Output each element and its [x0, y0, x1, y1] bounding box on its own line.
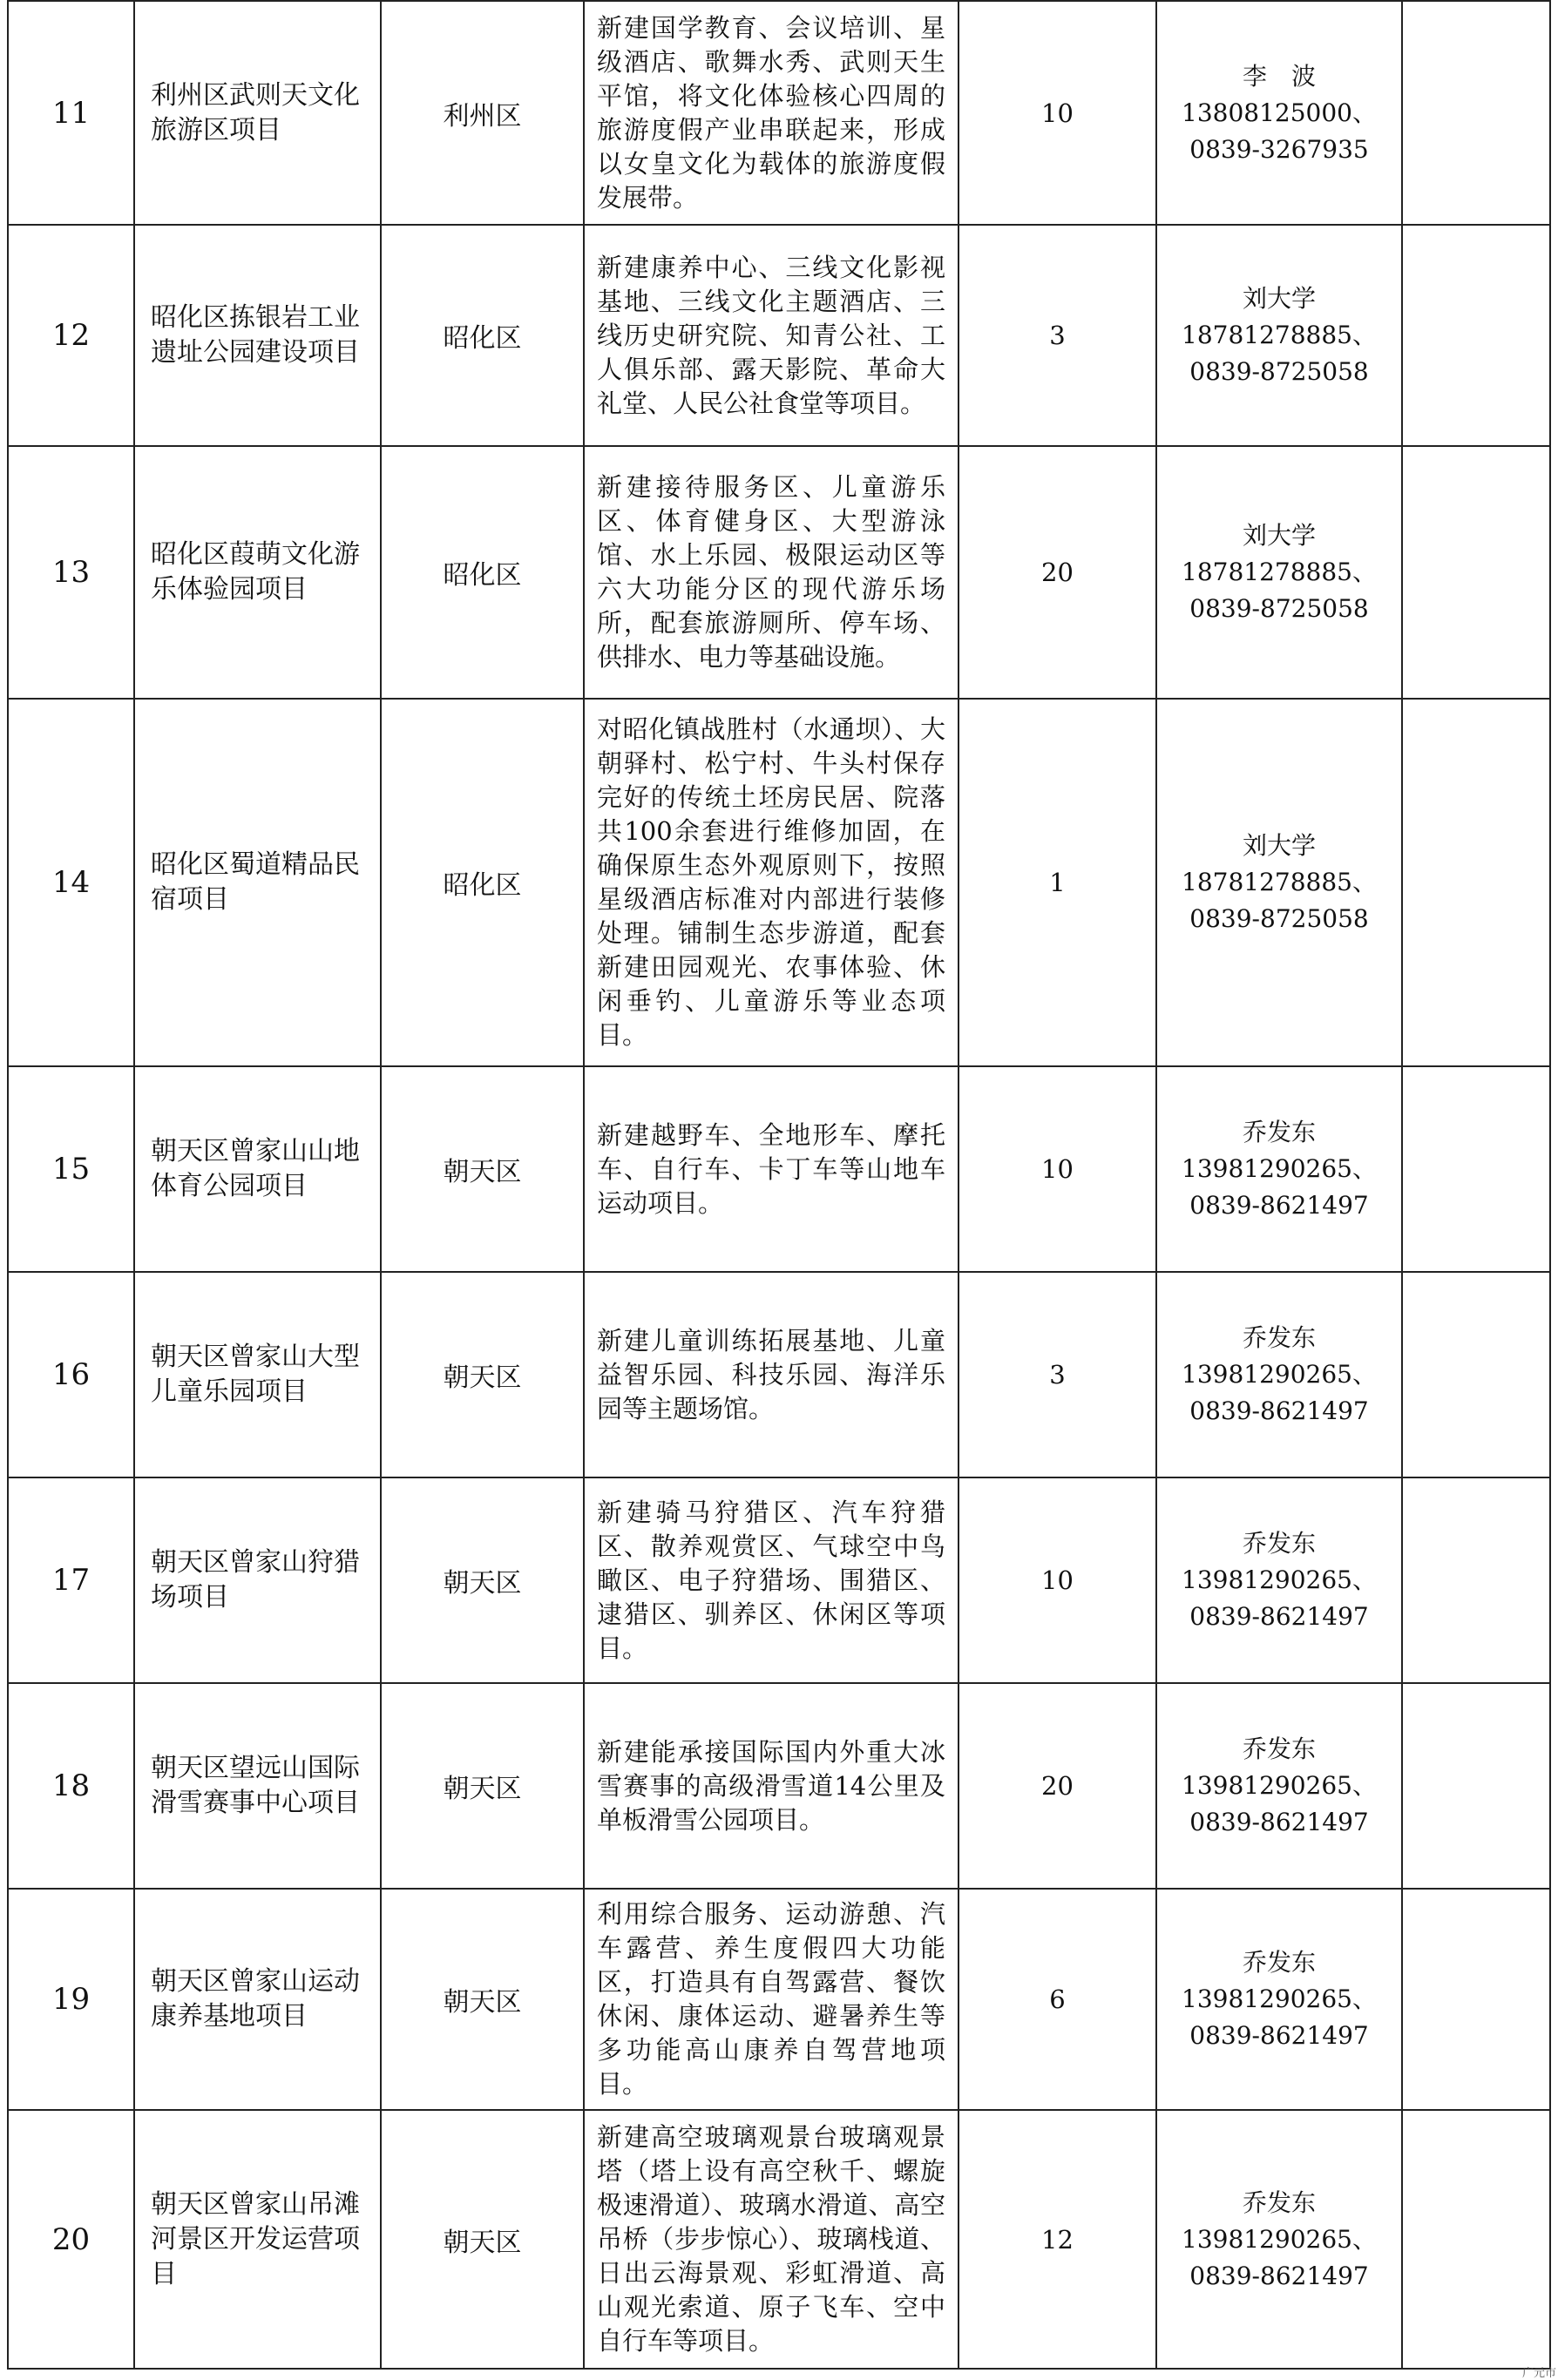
project-name-cell: 朝天区望远山国际滑雪赛事中心项目: [134, 1683, 381, 1889]
row-number-cell: 16: [8, 1272, 134, 1477]
district-cell: 朝天区: [381, 1272, 584, 1477]
project-content-cell: 新建高空玻璃观景台玻璃观景塔（塔上设有高空秋千、螺旋极速滑道）、玻璃水滑道、高空吊桥（步步惊心）、玻璃栈道、日出云海景观、彩虹滑道、高山观光索道、原子飞车、空中自行车等项目。: [584, 2110, 959, 2369]
table-row: [8, 1683, 1550, 1889]
project-name-cell: 昭化区拣银岩工业遗址公园建设项目: [134, 225, 381, 446]
contact-cell: [1156, 699, 1402, 1066]
project-name-cell: 朝天区曾家山吊滩河景区开发运营项目: [134, 2110, 381, 2369]
note-cell: [1402, 699, 1550, 1066]
investment-cell: 1: [959, 699, 1156, 1066]
investment-cell: 6: [959, 1889, 1156, 2110]
project-name-cell: 利州区武则天文化旅游区项目: [134, 1, 381, 225]
contact-phone: 0839-8621497: [1189, 2261, 1369, 2290]
contact-name: 乔发东: [1242, 1734, 1316, 1763]
contact-cell: [1156, 1683, 1402, 1889]
investment-cell: 20: [959, 446, 1156, 699]
contact-mobile: 13981290265、: [1182, 1154, 1377, 1183]
project-name-cell: 朝天区曾家山运动康养基地项目: [134, 1889, 381, 2110]
note-cell: [1402, 1066, 1550, 1272]
project-content-cell: 对昭化镇战胜村（水通坝）、大朝驿村、松宁村、牛头村保存完好的传统土坯房民居、院落共100余套进行维修加固，在确保原生态外观原则下，按照星级酒店标准对内部进行装修处理。铺制生态步游道，配套新建田园观光、农事体验、休闲垂钓、儿童游乐等业态项目。: [584, 699, 959, 1066]
project-table-body: [8, 1, 1550, 2369]
contact-phone: 0839-8621497: [1189, 2021, 1369, 2050]
project-content-cell: 利用综合服务、运动游憩、汽车露营、养生度假四大功能区，打造具有自驾露营、餐饮休闲、康体运动、避暑养生等多功能高山康养自驾营地项目。: [584, 1889, 959, 2110]
district-cell: 朝天区: [381, 1477, 584, 1683]
investment-cell: 12: [959, 2110, 1156, 2369]
contact-name: 李 波: [1242, 61, 1316, 91]
contact-mobile: 18781278885、: [1182, 321, 1377, 349]
contact-cell: [1156, 1477, 1402, 1683]
project-content-cell: 新建儿童训练拓展基地、儿童益智乐园、科技乐园、海洋乐园等主题场馆。: [584, 1272, 959, 1477]
row-number-cell: 12: [8, 225, 134, 446]
table-row: [8, 225, 1550, 446]
note-cell: [1402, 1889, 1550, 2110]
contact-phone: 0839-8621497: [1189, 1396, 1369, 1425]
contact-mobile: 13981290265、: [1182, 2224, 1377, 2254]
note-cell: [1402, 1683, 1550, 1889]
row-number-cell: 15: [8, 1066, 134, 1272]
contact-cell: [1156, 1, 1402, 225]
note-cell: [1402, 225, 1550, 446]
note-cell: [1402, 1, 1550, 225]
investment-cell: 10: [959, 1066, 1156, 1272]
note-cell: [1402, 2110, 1550, 2369]
watermark-text: 广元市: [1521, 2367, 1556, 2380]
contact-name: 乔发东: [1242, 2187, 1316, 2217]
district-cell: 昭化区: [381, 225, 584, 446]
project-content-cell: 新建国学教育、会议培训、星级酒店、歌舞水秀、武则天生平馆，将文化体验核心四周的旅游度假产业串联起来，形成以女皇文化为载体的旅游度假发展带。: [584, 1, 959, 225]
table-row: [8, 1, 1550, 225]
contact-cell: [1156, 1889, 1402, 2110]
contact-mobile: 13981290265、: [1182, 1565, 1377, 1594]
contact-mobile: 13981290265、: [1182, 1360, 1377, 1389]
project-content-cell: 新建康养中心、三线文化影视基地、三线文化主题酒店、三线历史研究院、知青公社、工人俱乐部、露天影院、革命大礼堂、人民公社食堂等项目。: [584, 225, 959, 446]
table-row: [8, 446, 1550, 699]
district-cell: 利州区: [381, 1, 584, 225]
contact-cell: [1156, 225, 1402, 446]
project-content-cell: 新建接待服务区、儿童游乐区、体育健身区、大型游泳馆、水上乐园、极限运动区等六大功能分区的现代游乐场所，配套旅游厕所、停车场、供排水、电力等基础设施。: [584, 446, 959, 699]
contact-phone: 0839-8725058: [1189, 357, 1369, 386]
row-number-cell: 18: [8, 1683, 134, 1889]
row-number-cell: 19: [8, 1889, 134, 2110]
row-number-cell: 20: [8, 2110, 134, 2369]
contact-phone: 0839-8621497: [1189, 1602, 1369, 1631]
contact-cell: [1156, 1066, 1402, 1272]
contact-name: 刘大学: [1242, 284, 1316, 313]
contact-phone: 0839-8725058: [1189, 594, 1369, 623]
note-cell: [1402, 1272, 1550, 1477]
project-name-cell: 朝天区曾家山狩猎场项目: [134, 1477, 381, 1683]
contact-phone: 0839-3267935: [1189, 134, 1369, 164]
note-cell: [1402, 1477, 1550, 1683]
project-name-cell: 昭化区蜀道精品民宿项目: [134, 699, 381, 1066]
district-cell: 朝天区: [381, 2110, 584, 2369]
investment-cell: 3: [959, 225, 1156, 446]
contact-phone: 0839-8621497: [1189, 1191, 1369, 1220]
table-row: [8, 2110, 1550, 2369]
project-content-cell: 新建能承接国际国内外重大冰雪赛事的高级滑雪道14公里及单板滑雪公园项目。: [584, 1683, 959, 1889]
contact-mobile: 18781278885、: [1182, 868, 1377, 896]
table-row: [8, 1272, 1550, 1477]
table-row: [8, 1889, 1550, 2110]
row-number-cell: 11: [8, 1, 134, 225]
project-name-cell: 昭化区葭萌文化游乐体验园项目: [134, 446, 381, 699]
contact-phone: 0839-8621497: [1189, 1808, 1369, 1836]
district-cell: 朝天区: [381, 1683, 584, 1889]
contact-name: 乔发东: [1242, 1529, 1316, 1558]
contact-mobile: 13981290265、: [1182, 1771, 1377, 1800]
investment-cell: 10: [959, 1, 1156, 225]
contact-name: 乔发东: [1242, 1323, 1316, 1352]
project-name-cell: 朝天区曾家山大型儿童乐园项目: [134, 1272, 381, 1477]
table-row: [8, 1477, 1550, 1683]
investment-cell: 20: [959, 1683, 1156, 1889]
contact-phone: 0839-8725058: [1189, 904, 1369, 933]
contact-mobile: 13981290265、: [1182, 1984, 1377, 2013]
district-cell: 昭化区: [381, 699, 584, 1066]
district-cell: 朝天区: [381, 1066, 584, 1272]
project-name-cell: 朝天区曾家山山地体育公园项目: [134, 1066, 381, 1272]
project-content-cell: 新建越野车、全地形车、摩托车、自行车、卡丁车等山地车运动项目。: [584, 1066, 959, 1272]
district-cell: 昭化区: [381, 446, 584, 699]
investment-cell: 10: [959, 1477, 1156, 1683]
row-number-cell: 14: [8, 699, 134, 1066]
contact-name: 刘大学: [1242, 521, 1316, 550]
contact-mobile: 18781278885、: [1182, 558, 1377, 586]
contact-name: 乔发东: [1242, 1118, 1316, 1146]
district-cell: 朝天区: [381, 1889, 584, 2110]
table-row: [8, 1066, 1550, 1272]
contact-cell: [1156, 2110, 1402, 2369]
project-content-cell: 新建骑马狩猎区、汽车狩猎区、散养观赏区、气球空中鸟瞰区、电子狩猎场、围猎区、逮猎区、驯养区、休闲区等项目。: [584, 1477, 959, 1683]
note-cell: [1402, 446, 1550, 699]
contact-name: 刘大学: [1242, 831, 1316, 860]
contact-cell: [1156, 446, 1402, 699]
contact-cell: [1156, 1272, 1402, 1477]
row-number-cell: 17: [8, 1477, 134, 1683]
investment-cell: 3: [959, 1272, 1156, 1477]
contact-mobile: 13808125000、: [1182, 98, 1377, 127]
row-number-cell: 13: [8, 446, 134, 699]
table-row: [8, 699, 1550, 1066]
contact-name: 乔发东: [1242, 1948, 1316, 1977]
project-table: [7, 0, 1551, 2370]
